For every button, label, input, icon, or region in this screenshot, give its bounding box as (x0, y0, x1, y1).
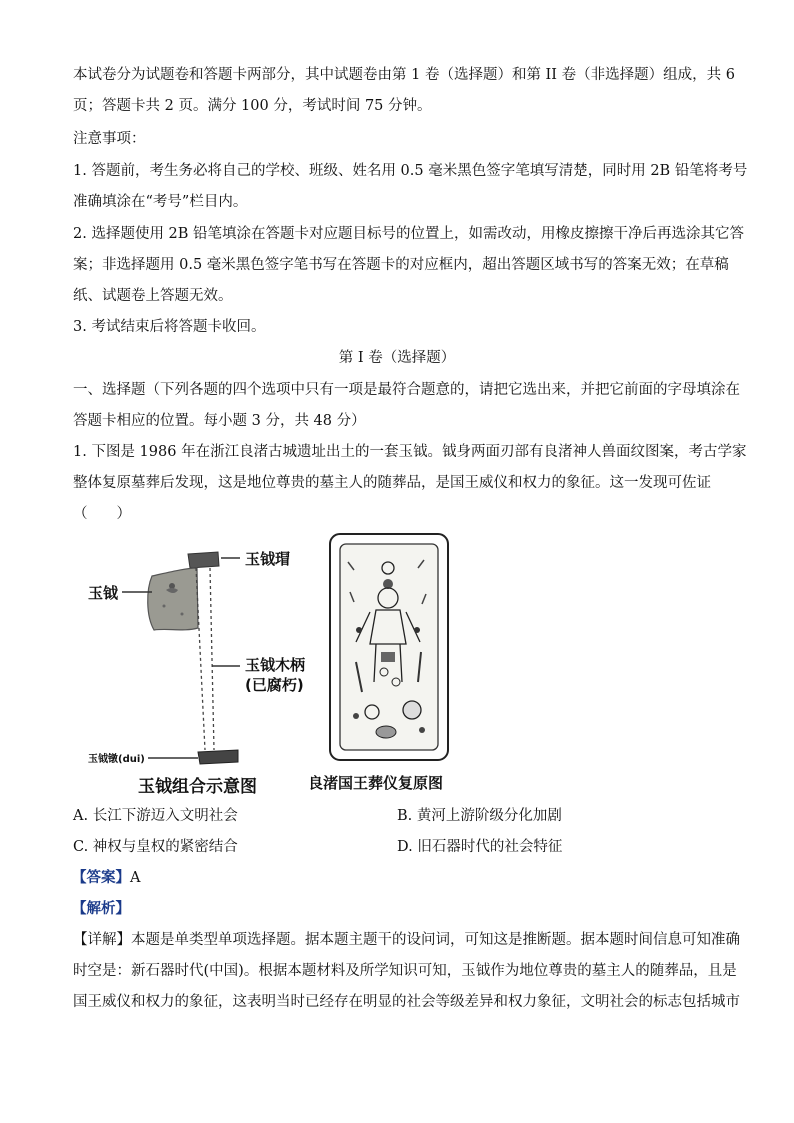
notice-item-1-line-1: 1. 答题前，考生务必将自己的学校、班级、姓名用 0.5 毫米黑色签字笔填写清楚，同时用 2B 铅笔将考号 (73, 163, 748, 179)
label-yue: 玉钺 (88, 584, 119, 602)
detail-line-2: 时空是：新石器时代(中国)。根据本题材料及所学知识可知，玉钺作为地位尊贵的墓主人的随葬品，且是 (73, 963, 737, 979)
tomb-reconstruction-figure (308, 532, 458, 802)
notice-item-2-line-2: 案；非选择题用 0.5 毫米黑色签字笔书写在答题卡的对应框内，超出答题区域书写的答案无效；在草稿 (73, 257, 729, 273)
analysis-label: 【解析】 (72, 900, 130, 917)
answer-label: 【答案】 (72, 869, 130, 886)
caption-right: 良渚国王葬仪复原图 (308, 774, 444, 792)
label-yue-mao: 玉钺瑁 (245, 550, 291, 568)
label-handle-1: 玉钺木柄 (245, 656, 306, 674)
notice-item-2-line-1: 2. 选择题使用 2B 铅笔填涂在答题卡对应题目标号的位置上，如需改动，用橡皮擦擦干净后再选涂其它答 (73, 226, 745, 242)
question-1-line-2: 整体复原墓葬后发现，这是地位尊贵的墓主人的随葬品，是国王威仪和权力的象征。这一发现可佐证 (73, 475, 711, 491)
notice-item-2-line-3: 纸、试题卷上答题无效。 (73, 288, 233, 304)
option-b: B. 黄河上游阶级分化加剧 (397, 808, 562, 824)
caption-left: 玉钺组合示意图 (138, 777, 257, 797)
part1-line-1: 一、选择题（下列各题的四个选项中只有一项是最符合题意的，请把它选出来，并把它前面的字母填涂在 (73, 382, 740, 398)
question-1-bracket: （ ） (73, 506, 131, 522)
section-title: 第 I 卷（选择题） (338, 350, 456, 366)
notice-item-3: 3. 考试结束后将答题卡收回。 (73, 319, 266, 335)
answer-line (72, 866, 140, 890)
label-yue-dun: 玉钺镦(dui) (88, 754, 145, 765)
intro-line-2: 页；答题卡共 2 页。满分 100 分，考试时间 75 分钟。 (73, 98, 432, 114)
option-d: D. 旧石器时代的社会特征 (397, 839, 563, 855)
detail-line-1: 【详解】本题是单类型单项选择题。据本题主题干的设问词，可知这是推断题。据本题时间信息可知准确 (73, 932, 740, 948)
answer-value: A (130, 870, 141, 886)
tomb-reconstruction-illustration (326, 532, 456, 764)
question-1-line-1: 1. 下图是 1986 年在浙江良渚古城遗址出土的一套玉钺。钺身两面刃部有良渚神人兽面纹图案，考古学家 (73, 444, 747, 460)
notice-title: 注意事项： (73, 131, 146, 147)
label-handle-2: (已腐朽) (245, 676, 304, 694)
notice-item-1-line-2: 准确填涂在“考号”栏目内。 (73, 194, 248, 210)
option-a: A. 长江下游迈入文明社会 (73, 808, 238, 824)
part1-line-2: 答题卡相应的位置。每小题 3 分，共 48 分） (73, 413, 366, 429)
option-c: C. 神权与皇权的紧密结合 (73, 839, 238, 855)
intro-line-1: 本试卷分为试题卷和答题卡两部分，其中试题卷由第 1 卷（选择题）和第 II 卷（非选择题）组成，共 6 (73, 67, 735, 83)
detail-line-3: 国王威仪和权力的象征，这表明当时已经存在明显的社会等级差异和权力象征，文明社会的标志包括城市 (73, 994, 740, 1010)
